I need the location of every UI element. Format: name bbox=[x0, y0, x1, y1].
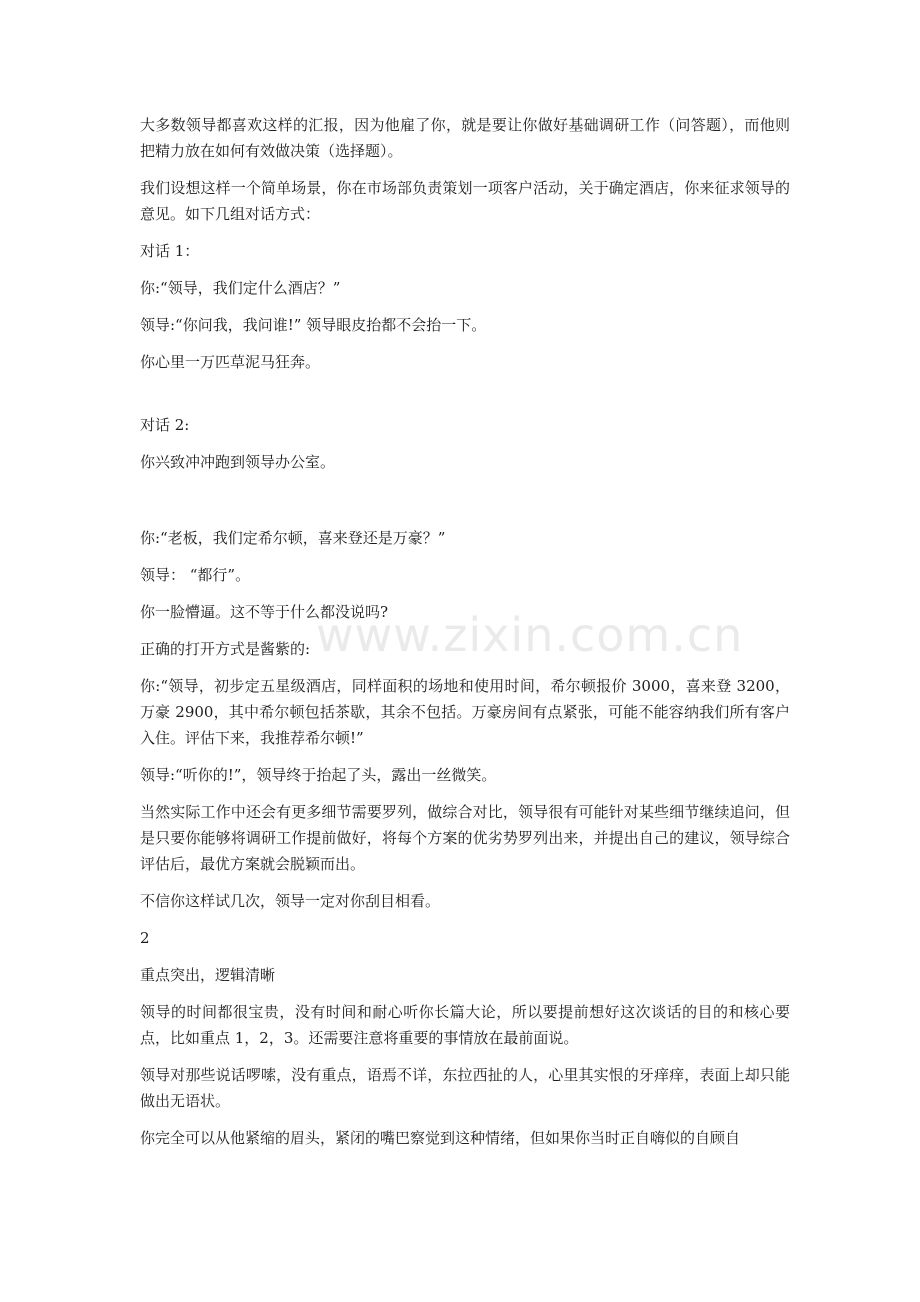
intro-paragraph: 大多数领导都喜欢这样的汇报，因为他雇了你，就是要让你做好基础调研工作（问答题），而他则把精力放在如何有效做决策（选择题）。 bbox=[140, 116, 790, 160]
dialogue-2-reaction: 你一脸懵逼。这不等于什么都没说吗? bbox=[140, 603, 389, 621]
document-body bbox=[140, 112, 790, 1162]
details-paragraph: 当然实际工作中还会有更多细节需要罗列，做综合对比，领导很有可能针对某些细节继续追问，但是只要你能够将调研工作提前做好，将每个方案的优劣势罗列出来，并提出自己的建议，领导综合评估后，最优方案就会脱颖而出。 bbox=[140, 803, 790, 873]
dialogue-2-heading: 对话 2: bbox=[140, 416, 190, 434]
dialogue-1-heading: 对话 1： bbox=[140, 242, 200, 260]
correct-approach-leader-line: 领导:“听你的!”，领导终于抬起了头，露出一丝微笑。 bbox=[140, 766, 497, 784]
wordy-speakers-paragraph: 领导对那些说话啰嗦，没有重点，语焉不详，东拉西扯的人，心里其实恨的牙痒痒，表面上却只能做出无语状。 bbox=[140, 1066, 790, 1110]
dialogue-1-reaction: 你心里一万匹草泥马狂奔。 bbox=[140, 353, 321, 371]
section-heading: 重点突出，逻辑清晰 bbox=[140, 966, 276, 984]
scenario-paragraph: 我们设想这样一个简单场景，你在市场部负责策划一项客户活动，关于确定酒店，你来征求领导的意见。如下几组对话方式： bbox=[140, 179, 790, 223]
correct-approach-you-line: 你:“领导，初步定五星级酒店，同样面积的场地和使用时间，希尔顿报价 3000，喜来登 3200，万豪 2900，其中希尔顿包括茶歇，其余不包括。万豪房间有点紧张，可能不能容纳我们所有客户入住。评估下来，我推荐希尔顿!” bbox=[140, 677, 790, 747]
section-number: 2 bbox=[140, 929, 150, 947]
dialogue-2-you-line: 你:“老板，我们定希尔顿，喜来登还是万豪？” bbox=[140, 529, 446, 547]
correct-approach-heading: 正确的打开方式是酱紫的: bbox=[140, 640, 311, 658]
dialogue-2-intro: 你兴致冲冲跑到领导办公室。 bbox=[140, 453, 336, 471]
watermark: www.zixin.com.cn bbox=[316, 608, 744, 662]
body-language-paragraph: 你完全可以从他紧缩的眉头，紧闭的嘴巴察觉到这种情绪，但如果你当时正自嗨似的自顾自 bbox=[140, 1129, 741, 1147]
dialogue-2-leader-line: 领导： “都行”。 bbox=[140, 566, 251, 584]
try-it-paragraph: 不信你这样试几次，领导一定对你刮目相看。 bbox=[140, 892, 441, 910]
dialogue-1-leader-line: 领导:“你问我，我问谁!” 领导眼皮抬都不会抬一下。 bbox=[140, 316, 487, 334]
key-points-paragraph: 领导的时间都很宝贵，没有时间和耐心听你长篇大论，所以要提前想好这次谈话的目的和核心要点，比如重点 1，2，3。还需要注意将重要的事情放在最前面说。 bbox=[140, 1003, 790, 1047]
dialogue-1-you-line: 你:“领导，我们定什么酒店？” bbox=[140, 279, 341, 297]
